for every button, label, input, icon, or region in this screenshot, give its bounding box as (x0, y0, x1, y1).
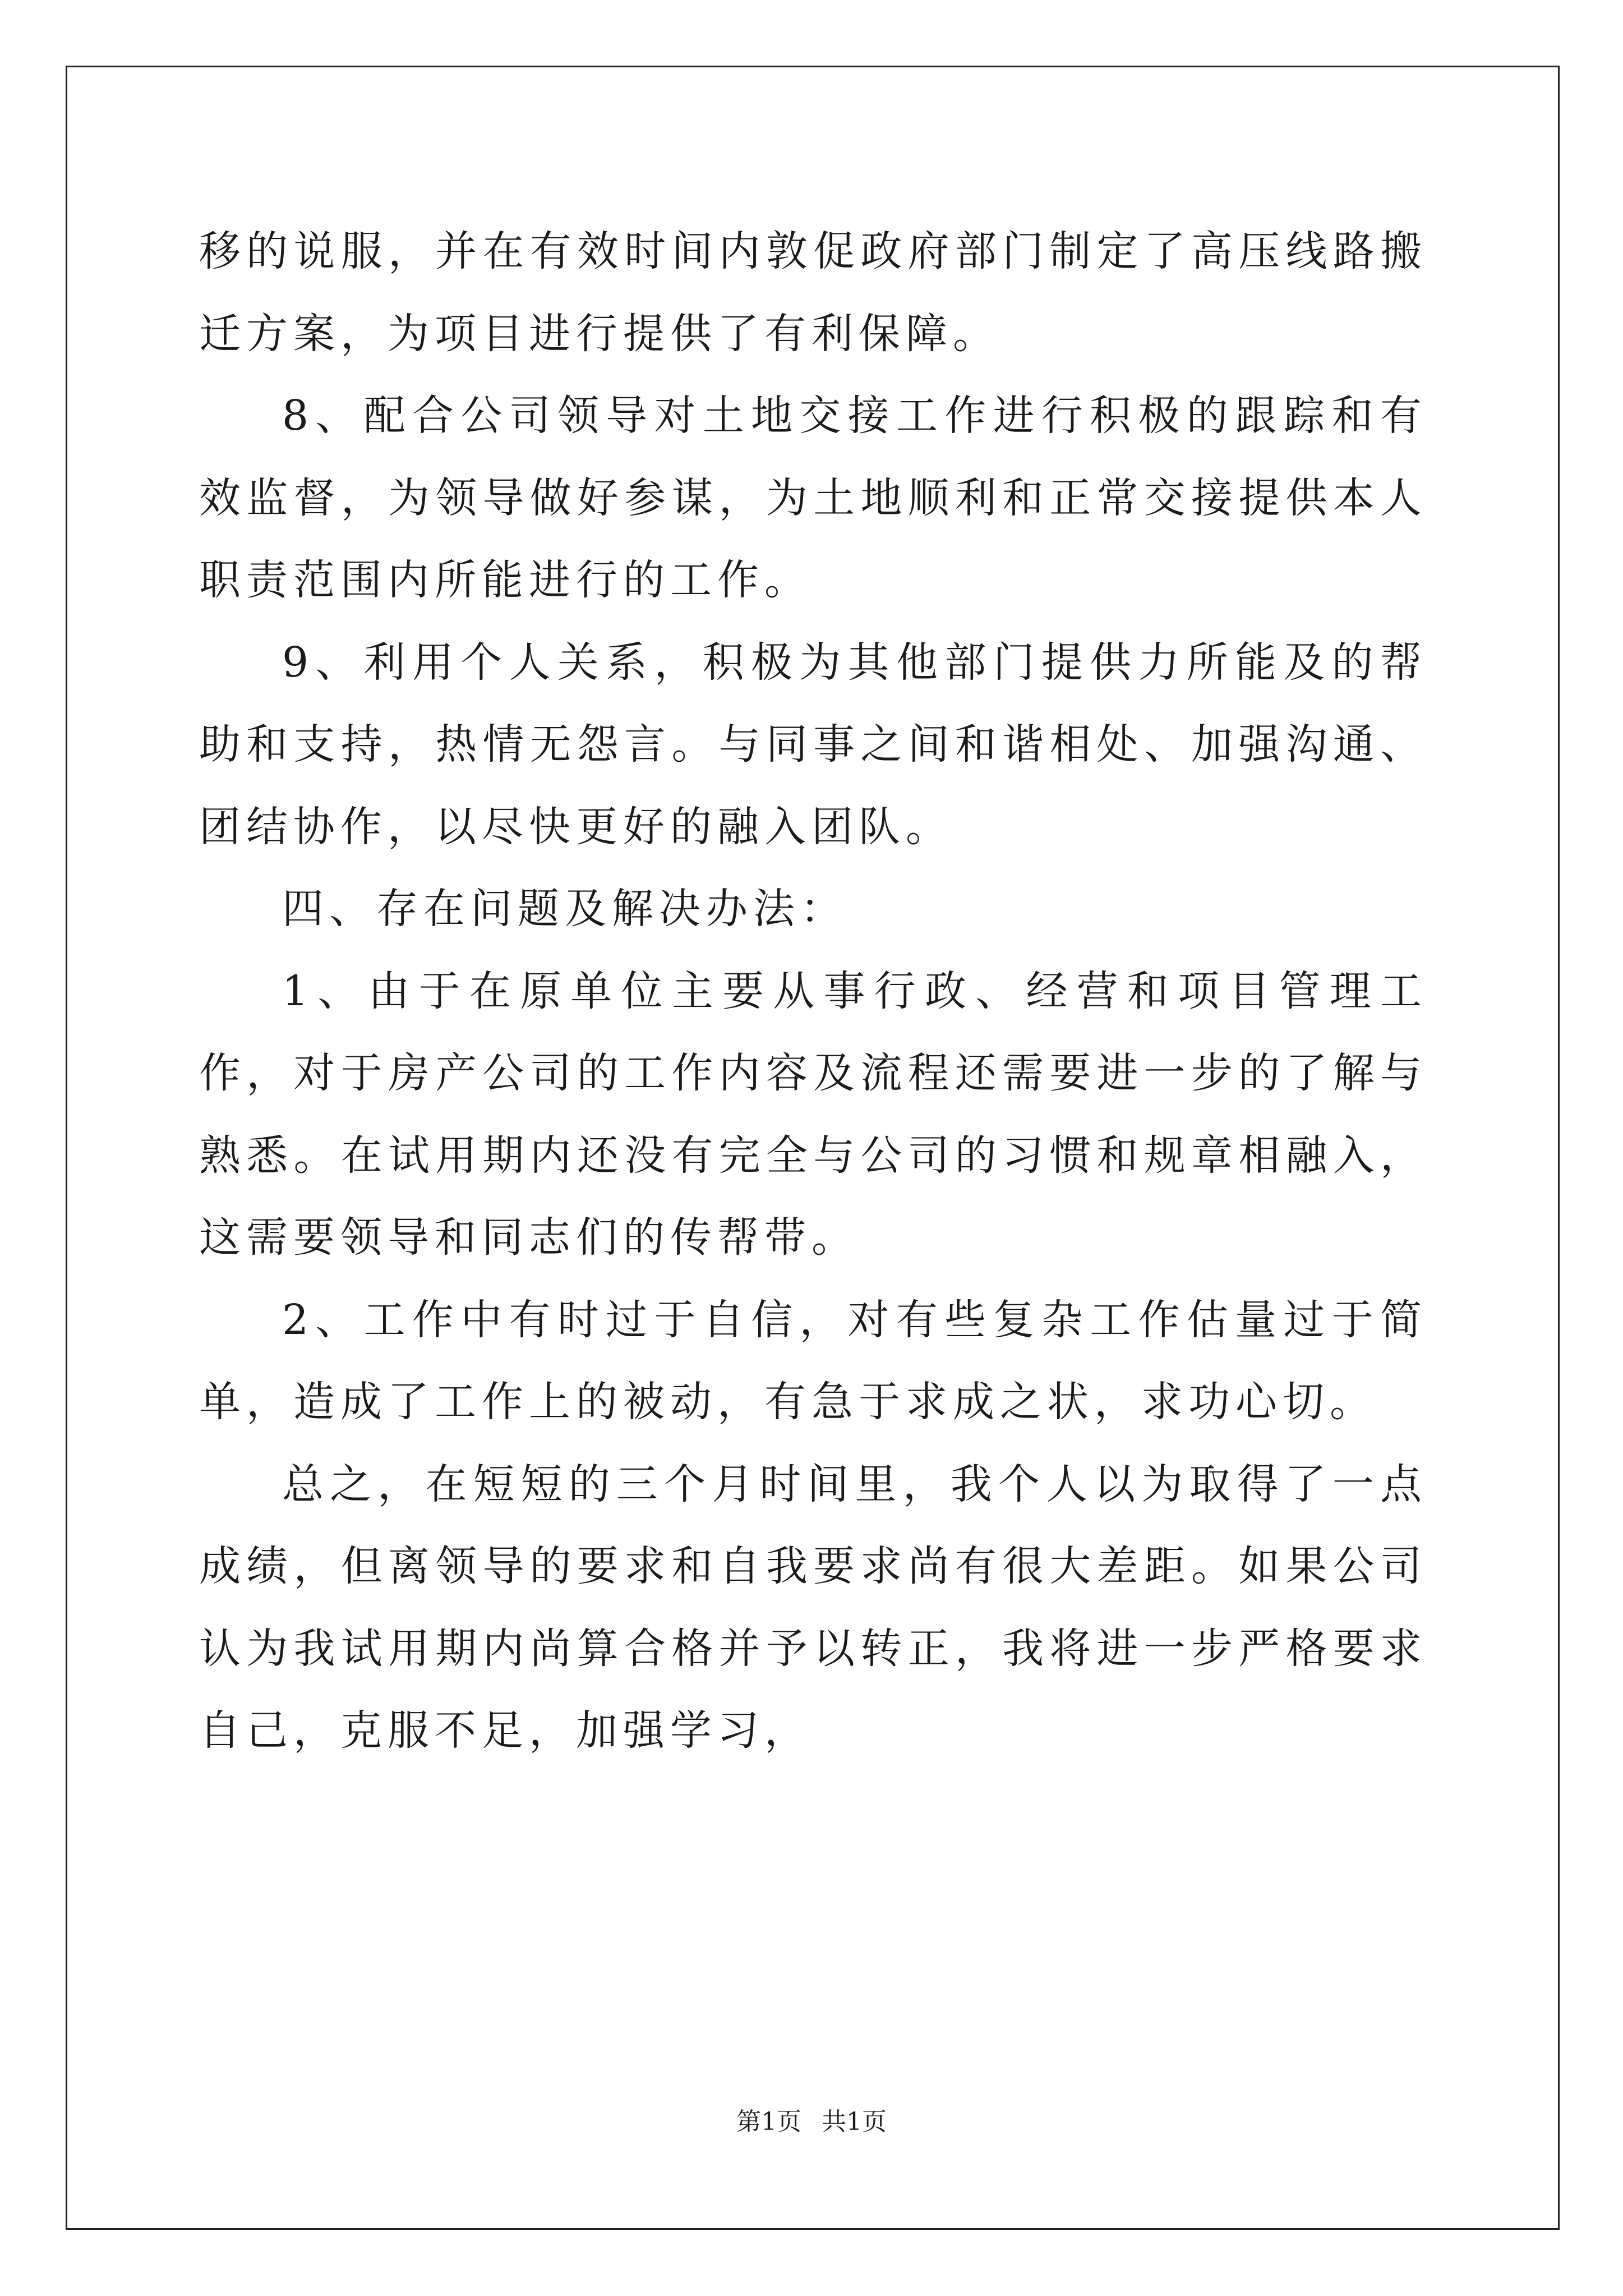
paragraph: 移的说服，并在有效时间内敦促政府部门制定了高压线路搬迁方案，为项目进行提供了有利保障。 (199, 227, 1427, 358)
paragraph: 1、由于在原单位主要从事行政、经营和项目管理工作，对于房产公司的工作内容及流程还需要进一步的了解与熟悉。在试用期内还没有完全与公司的习惯和规章相融入，这需要领导和同志们的传帮带。 (199, 967, 1427, 1262)
page-footer (0, 2105, 1623, 2139)
section-heading: 四、存在问题及解决办法： (282, 885, 847, 933)
paragraph: 8、配合公司领导对土地交接工作进行积极的跟踪和有效监督，为领导做好参谋，为土地顺利和正常交接提供本人职责范围内所能进行的工作。 (199, 392, 1427, 604)
page-total: 共1页 (822, 2108, 887, 2136)
page-number: 第1页 (736, 2108, 801, 2136)
paragraph: 总之，在短短的三个月时间里，我个人以为取得了一点成绩，但离领导的要求和自我要求尚有很大差距。如果公司认为我试用期内尚算合格并予以转正，我将进一步严格要求自己，克服不足，加强学习， (199, 1460, 1427, 1755)
paragraph: 2、工作中有时过于自信，对有些复杂工作估量过于简单，造成了工作上的被动，有急于求成之状，求功心切。 (199, 1295, 1427, 1426)
paragraph: 9、利用个人关系，积极为其他部门提供力所能及的帮助和支持，热情无怨言。与同事之间和谐相处、加强沟通、团结协作，以尽快更好的融入团队。 (199, 638, 1427, 851)
document-body (199, 210, 1427, 1772)
